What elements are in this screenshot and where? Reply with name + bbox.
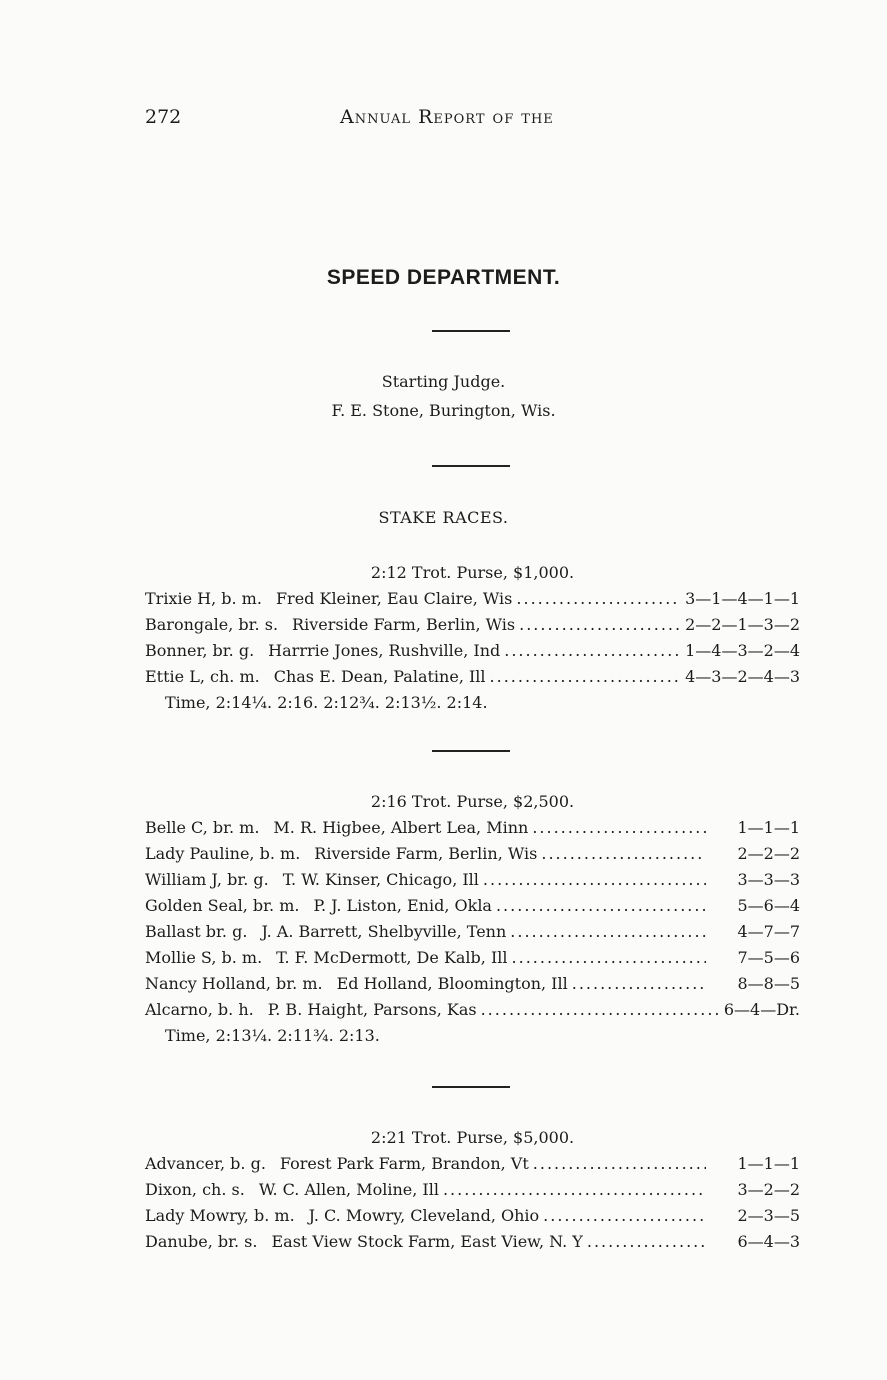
horse-name: Belle C, br. m. [145, 818, 260, 837]
horse-name: Barongale, br. s. [145, 615, 279, 634]
owner-name: P. J. Liston, Enid, Okla [313, 896, 492, 915]
dot-leader [512, 945, 706, 971]
heat-results: 1—1—1 [737, 1154, 800, 1173]
horse-name: Nancy Holland, br. m. [145, 974, 323, 993]
heat-results: 3—1—4—1—1 [685, 589, 800, 608]
race-entry [145, 815, 800, 841]
heat-results: 7—5—6 [737, 948, 800, 967]
owner-name: Ed Holland, Bloomington, Ill [336, 974, 568, 993]
dot-leader [510, 919, 706, 945]
race-entry [145, 664, 800, 690]
heat-results: 5—6—4 [737, 896, 800, 915]
heat-results: 8—8—5 [737, 974, 800, 993]
race-heading: 2:16 Trot. Purse, $2,500. [370, 792, 575, 811]
owner-name: Forest Park Farm, Brandon, Vt [279, 1154, 529, 1173]
horse-name: Lady Pauline, b. m. [145, 844, 301, 863]
running-title: Annual Report of the [340, 106, 554, 128]
section-divider [432, 330, 510, 332]
heat-results: 6—4—Dr. [723, 1000, 800, 1019]
horse-name: Danube, br. s. [145, 1232, 258, 1251]
starting-judge-label: Starting Judge. [381, 372, 506, 391]
race-entry [145, 945, 800, 971]
heat-results: 1—1—1 [737, 818, 800, 837]
section-divider [432, 465, 510, 467]
race-entry [145, 1203, 800, 1229]
race-heading: 2:12 Trot. Purse, $1,000. [370, 563, 575, 582]
owner-name: East View Stock Farm, East View, N. Y [271, 1232, 583, 1251]
dot-leader [541, 841, 706, 867]
running-head [0, 106, 887, 134]
dot-leader [504, 638, 681, 664]
race-entry [145, 586, 800, 612]
race-entry [145, 971, 800, 997]
race-entry [145, 919, 800, 945]
horse-name: Golden Seal, br. m. [145, 896, 300, 915]
stake-races-title: STAKE RACES. [378, 508, 509, 527]
dot-leader [543, 1203, 706, 1229]
horse-name: Ettie L, ch. m. [145, 667, 260, 686]
horse-name: Advancer, b. g. [145, 1154, 266, 1173]
owner-name: T. F. McDermott, De Kalb, Ill [276, 948, 508, 967]
owner-name: Chas E. Dean, Palatine, Ill [273, 667, 486, 686]
dot-leader [490, 664, 682, 690]
horse-name: Trixie H, b. m. [145, 589, 262, 608]
owner-name: Riverside Farm, Berlin, Wis [314, 844, 538, 863]
race-times: Time, 2:14¼. 2:16. 2:12¾. 2:13½. 2:14. [165, 693, 488, 712]
race-times: Time, 2:13¼. 2:11¾. 2:13. [165, 1026, 380, 1045]
race-entry [145, 997, 800, 1023]
heat-results: 2—3—5 [737, 1206, 800, 1225]
race-entry [145, 1151, 800, 1177]
dot-leader [519, 612, 681, 638]
dot-leader [481, 997, 720, 1023]
horse-name: Alcarno, b. h. [145, 1000, 254, 1019]
heat-results: 3—3—3 [737, 870, 800, 889]
owner-name: Fred Kleiner, Eau Claire, Wis [275, 589, 513, 608]
department-title: SPEED DEPARTMENT. [326, 266, 561, 289]
section-divider [432, 1086, 510, 1088]
race-entry [145, 612, 800, 638]
starting-judge-name: F. E. Stone, Burington, Wis. [331, 401, 556, 420]
race-entry [145, 867, 800, 893]
owner-name: J. A. Barrett, Shelbyville, Tenn [261, 922, 507, 941]
heat-results: 6—4—3 [737, 1232, 800, 1251]
horse-name: Dixon, ch. s. [145, 1180, 245, 1199]
owner-name: W. C. Allen, Moline, Ill [258, 1180, 439, 1199]
heat-results: 3—2—2 [737, 1180, 800, 1199]
owner-name: Harrrie Jones, Rushville, Ind [268, 641, 501, 660]
horse-name: William J, br. g. [145, 870, 269, 889]
owner-name: Riverside Farm, Berlin, Wis [292, 615, 516, 634]
owner-name: M. R. Higbee, Albert Lea, Minn [273, 818, 529, 837]
race-entry [145, 1229, 800, 1255]
race-heading: 2:21 Trot. Purse, $5,000. [370, 1128, 575, 1147]
horse-name: Bonner, br. g. [145, 641, 255, 660]
owner-name: P. B. Haight, Parsons, Kas [267, 1000, 477, 1019]
dot-leader [533, 1151, 706, 1177]
horse-name: Lady Mowry, b. m. [145, 1206, 295, 1225]
dot-leader [532, 815, 706, 841]
heat-results: 4—3—2—4—3 [685, 667, 800, 686]
race-entry [145, 1177, 800, 1203]
dot-leader [587, 1229, 706, 1255]
race-entry [145, 638, 800, 664]
race-entry [145, 841, 800, 867]
dot-leader [443, 1177, 706, 1203]
section-divider [432, 750, 510, 752]
horse-name: Mollie S, b. m. [145, 948, 263, 967]
dot-leader [496, 893, 706, 919]
owner-name: J. C. Mowry, Cleveland, Ohio [308, 1206, 540, 1225]
race-2-12-trot [145, 560, 800, 716]
heat-results: 1—4—3—2—4 [685, 641, 800, 660]
race-2-16-trot [145, 789, 800, 1049]
race-entry [145, 893, 800, 919]
dot-leader [483, 867, 706, 893]
heat-results: 2—2—1—3—2 [685, 615, 800, 634]
heat-results: 4—7—7 [737, 922, 800, 941]
race-2-21-trot [145, 1125, 800, 1255]
owner-name: T. W. Kinser, Chicago, Ill [282, 870, 479, 889]
horse-name: Ballast br. g. [145, 922, 248, 941]
dot-leader [572, 971, 706, 997]
page-number: 272 [145, 106, 182, 128]
dot-leader [516, 586, 681, 612]
heat-results: 2—2—2 [737, 844, 800, 863]
